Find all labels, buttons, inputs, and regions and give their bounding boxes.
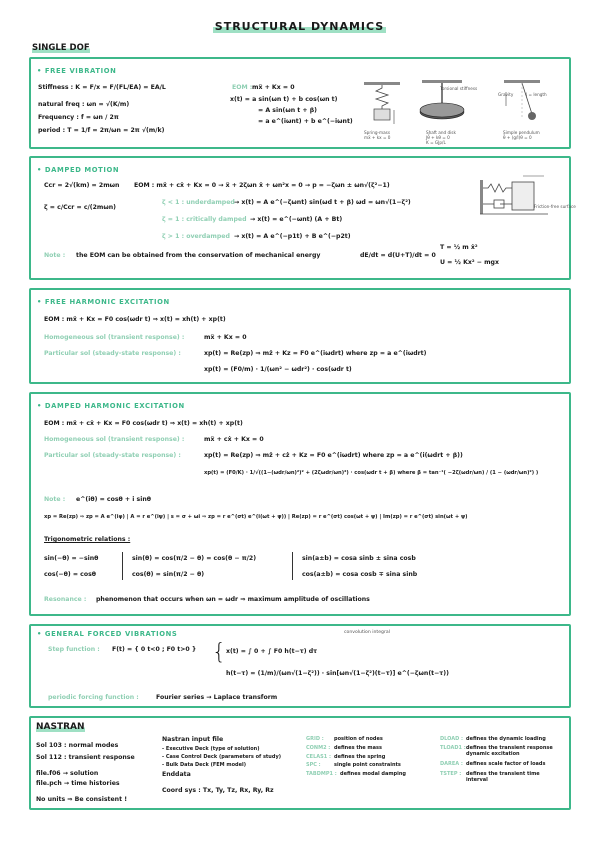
damper-figure xyxy=(478,172,558,224)
homog-label-fh: Homogeneous sol (transient response) : xyxy=(44,334,185,341)
note-energy-eq: dE/dt = d(U+T)/dt = 0 xyxy=(360,252,436,259)
trig-divider-2 xyxy=(292,552,293,580)
trig-5: sin(a±b) = cosa sinb ± sina cosb xyxy=(302,555,416,562)
periodic-text: Fourier series → Laplace transform xyxy=(156,694,278,701)
critical-sol: → x(t) = e^(−ωnt) (A + Bt) xyxy=(250,216,343,223)
heading-nastran: NASTRAN xyxy=(36,722,85,732)
nastran-col1-1: Sol 112 : transient response xyxy=(36,754,135,761)
nastran-col2-5: Coord sys : Tx, Ty, Tz, Rx, Ry, Rz xyxy=(162,787,274,794)
nastran-col1-3: file.pch → time histories xyxy=(36,780,120,787)
fig3-caption: Simple pendulum θ̈ + (g/l)θ = 0 xyxy=(503,130,540,140)
nastran-key-conm2: CONM2 : xyxy=(306,745,331,751)
convolution-note: convolution integral xyxy=(344,630,390,635)
trig-1: sin(−θ) = −sinθ xyxy=(44,555,99,562)
note-energy: the EOM can be obtained from the conservation of mechanical energy xyxy=(76,252,321,259)
part-fh-2: xp(t) = (F0/m) · 1/(ωn² − ωdr²) · cos(ωdr t) xyxy=(204,366,352,373)
eom-damped: EOM : mẍ + cẋ + Kx = 0 → ẍ + 2ζωn ẋ + ωn²x = 0 → p = −ζωn ± ωn√(ζ²−1) xyxy=(134,182,390,189)
homog-label-dh: Homogeneous sol (transient response) : xyxy=(44,436,185,443)
part-label-fh: Particular sol (steady-state response) : xyxy=(44,350,181,357)
nastran-key-spc: SPC : xyxy=(306,762,321,768)
nastran-val-conm2: defines the mass xyxy=(334,745,382,751)
trig-3: sin(θ) = cos(π/2 − θ) = cos(θ − π/2) xyxy=(132,555,257,562)
nastran-col2-2: - Case Control Deck (parameters of study) xyxy=(162,754,281,760)
xt-convolution: x(t) = ∫ 0 + ∫ F0 h(t−τ) dτ xyxy=(226,648,318,655)
part-fh: xp(t) = Re(zp) ⇒ mz̈ + Kz = F0 e^(iωdrt) where zp = a e^(iωdrt) xyxy=(204,350,427,357)
overdamped-sol: → x(t) = A e^(−p1t) + B e^(−p2t) xyxy=(234,233,351,240)
trig-6: cos(a±b) = cosa cosb ∓ sina sinb xyxy=(302,571,418,578)
step-label: Step function : xyxy=(48,646,100,653)
nastran-col1-0: Sol 103 : normal modes xyxy=(36,742,119,749)
nastran-col1-2: file.f06 → solution xyxy=(36,770,99,777)
part-dh: xp(t) = Re(zp) ⇒ mz̈ + cż + Kz = F0 e^(iωdrt) where zp = a e^(i(ωdrt + β)) xyxy=(204,452,463,459)
resonance-label: Resonance : xyxy=(44,596,87,603)
nastran-key-tstep: TSTEP : xyxy=(440,771,462,777)
euler-formula: e^(iθ) = cosθ + i sinθ xyxy=(76,496,151,503)
gravity-label: Gravity xyxy=(498,92,514,97)
nastran-key-celas1: CELAS1 : xyxy=(306,754,331,760)
frequency-formula: Frequency : f = ωn / 2π xyxy=(38,114,119,121)
nastran-val-celas1: defines the spring xyxy=(334,754,386,760)
underdamped-sol: → x(t) = A e^(−ζωnt) sin(ωd t + β) ωd = ωn√(1−ζ²) xyxy=(234,199,411,206)
fig1-caption: Spring-mass mẍ + kx = 0 xyxy=(364,130,391,140)
brace-general: { xyxy=(212,640,226,665)
periodic-label: periodic forcing function : xyxy=(48,694,139,701)
nastran-key-darea: DAREA : xyxy=(440,761,463,767)
eom-damped-harmonic: EOM : mẍ + cẋ + Kx = F0 cos(ωdr t) ⇒ x(t) = xh(t) + xp(t) xyxy=(44,420,243,427)
potential-energy: U = ½ Kx² − mgx xyxy=(440,259,499,266)
fig2-caption: Shaft and disk Jθ̈ + kθ = 0 K = GJp/L xyxy=(426,130,456,145)
nastran-key-tabdmp1: TABDMP1 : xyxy=(306,771,337,777)
trig-label: Trigonometric relations : xyxy=(44,536,131,543)
page-title: STRUCTURAL DYNAMICS xyxy=(214,20,385,33)
nastran-val-darea: defines scale factor of loads xyxy=(466,761,546,767)
nastran-val-tstep: defines the transient time interval xyxy=(466,771,540,783)
step-function: F(t) = { 0 t<0 ; F0 t>0 } xyxy=(112,646,197,653)
trig-divider-1 xyxy=(122,552,123,580)
pendulum-figure xyxy=(498,78,546,128)
part-dh-2: xp(t) = (F0/K) · 1/√((1−(ωdr/ωn)²)² + (2ζωdr/ωn)²) · cos(ωdr t + β) where β = tan⁻¹( −2ζ(ωdr/ωn) / (1 − (ωdr/ωn)²) ) xyxy=(204,470,539,476)
homog-dh: mẍ + cẋ + Kx = 0 xyxy=(204,436,264,443)
trig-4: cos(θ) = sin(π/2 − θ) xyxy=(132,571,205,578)
kinetic-energy: T = ½ m ẋ² xyxy=(440,244,478,251)
eom-label: EOM : xyxy=(232,84,253,91)
nastran-val-spc: single point constraints xyxy=(334,762,401,768)
torsional-label: Torsional stiffness xyxy=(440,86,478,91)
impulse-response: h(t−τ) = (1/m)/(ωn√(1−ζ²)) · sin[ωn√(1−ζ²)(t−τ)] e^(−ζωn(t−τ)) xyxy=(226,670,449,677)
nastran-key-grid: GRID : xyxy=(306,736,324,742)
heading-general-forced: • GENERAL FORCED VIBRATIONS xyxy=(37,630,178,638)
spring-mass-figure xyxy=(358,80,406,128)
nastran-val-tabdmp1: defines modal damping xyxy=(340,771,406,777)
nastran-val-tload1: defines the transient response dynamic excitation xyxy=(466,745,553,757)
friction-free-label: Friction-free surface xyxy=(534,204,576,209)
nastran-val-grid: position of nodes xyxy=(334,736,383,742)
eom-free-harmonic: EOM : mẍ + Kx = F0 cos(ωdr t) ⇒ x(t) = xh(t) + xp(t) xyxy=(44,316,226,323)
nastran-col2-3: - Bulk Data Deck (FEM model) xyxy=(162,762,247,768)
part-label-dh: Particular sol (steady-state response) : xyxy=(44,452,181,459)
natural-freq-formula: natural freq : ωn = √(K/m) xyxy=(38,101,130,108)
heading-free-vibration: • FREE VIBRATION xyxy=(37,67,117,75)
trig-2: cos(−θ) = cosθ xyxy=(44,571,97,578)
eom-free: mẍ + Kx = 0 xyxy=(252,84,295,91)
heading-damped-motion: • DAMPED MOTION xyxy=(37,166,120,174)
underdamped-label: ζ < 1 : underdamped xyxy=(162,199,235,206)
nastran-col2-0: Nastran input file xyxy=(162,736,224,743)
note-label-damped: Note : xyxy=(44,252,66,259)
nastran-col1-4: No units ⇒ Be consistent ! xyxy=(36,796,128,803)
heading-damped-harmonic: • DAMPED HARMONIC EXCITATION xyxy=(37,402,185,410)
nastran-col2-1: - Executive Deck (type of solution) xyxy=(162,746,260,752)
sol-free-1: x(t) = a sin(ωn t) + b cos(ωn t) xyxy=(230,96,338,103)
period-formula: period : T = 1/f = 2π/ωn = 2π √(m/k) xyxy=(38,127,165,134)
complex-relations: xp = Re(zp) ⇒ zp = A e^(iφ) | A = r e^(iψ) | s = σ + ωi ⇒ zp = r e^(σt) e^(i(ωt + ψ)) | Re(zp) = r e^(σt) cos(ωt + ψ) | Im(zp) = r e^(σt) sin(ωt + ψ) xyxy=(44,514,468,520)
note-label-dh: Note : xyxy=(44,496,66,503)
resonance-text: phenomenon that occurs when ωn = ωdr ⇒ maximum amplitude of oscillations xyxy=(96,596,370,603)
sol-free-2: = A sin(ωn t + β) xyxy=(258,107,317,114)
length-label: l = length xyxy=(526,92,547,97)
critical-label: ζ = 1 : critically damped xyxy=(162,216,247,223)
nastran-col2-4: Enddata xyxy=(162,771,191,778)
sol-free-3: = a e^(iωnt) + b e^(−iωnt) xyxy=(258,118,353,125)
overdamped-label: ζ > 1 : overdamped xyxy=(162,233,230,240)
homog-fh: mẍ + Kx = 0 xyxy=(204,334,247,341)
stiffness-formula: Stiffness : K = F/x = F/(FL/EA) = EA/L xyxy=(38,84,166,91)
nastran-val-dload: defines the dynamic loading xyxy=(466,736,546,742)
section-single-dof: SINGLE DOF xyxy=(32,43,90,53)
nastran-key-dload: DLOAD : xyxy=(440,736,464,742)
zeta-formula: ζ = c/Ccr = c/(2mωn) xyxy=(44,204,116,211)
nastran-key-tload1: TLOAD1 : xyxy=(440,745,466,751)
ccr-formula: Ccr = 2√(km) = 2mωn xyxy=(44,182,120,189)
heading-free-harmonic: • FREE HARMONIC EXCITATION xyxy=(37,298,170,306)
